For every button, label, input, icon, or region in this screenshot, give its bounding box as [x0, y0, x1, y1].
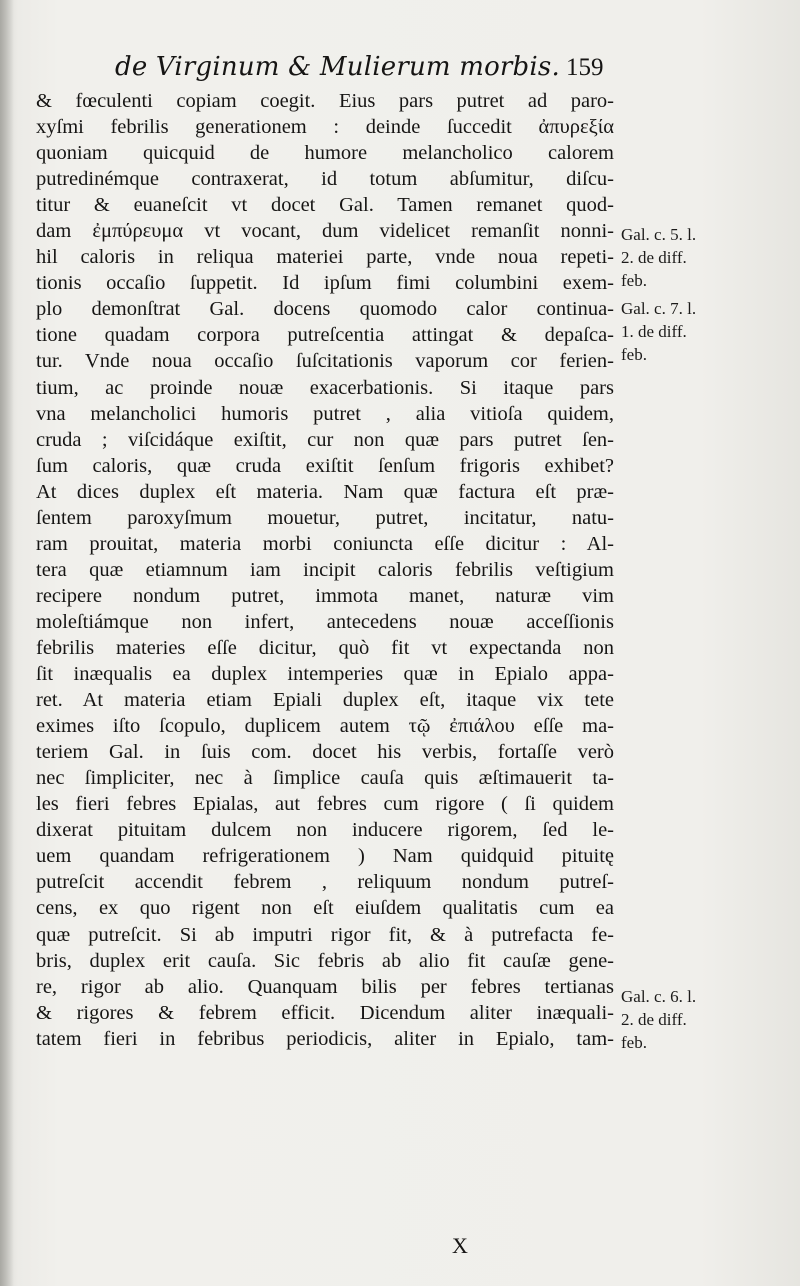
- text-line: xyſmi febrilis generationem : deinde ſuccedit ἀπυρεξία: [36, 116, 614, 139]
- margin-note-line: Gal. c. 5. l.: [621, 225, 697, 244]
- text-line: dam ἐμπύρευμα vt vocant, dum videlicet remanſit nonni-: [36, 220, 614, 243]
- text-line: quoniam quicquid de humore melancholico calorem: [36, 142, 614, 165]
- signature-mark: X: [452, 1233, 468, 1258]
- gutter-shadow: [0, 0, 14, 1286]
- text-line: tium, ac proinde nouæ exacerbationis. Si itaque pars: [36, 376, 614, 399]
- text-line: vna melancholici humoris putret , alia vitioſa quidem,: [36, 402, 614, 425]
- margin-note-galen-2: [621, 297, 731, 366]
- text-line: & fœculenti copiam coegit. Eius pars putret ad paro-: [36, 90, 614, 112]
- text-line: ret. At materia etiam Epiali duplex eſt, itaque vix tete: [36, 689, 614, 712]
- margin-note-line: 2. de diff.: [621, 1010, 687, 1029]
- text-line: moleſtiámque non infert, antecedens nouæ acceſſionis: [36, 610, 614, 633]
- text-line: re, rigor ab alio. Quanquam bilis per febres tertianas: [36, 975, 614, 998]
- text-line: recipere nondum putret, immota manet, naturæ vim: [36, 584, 614, 607]
- text-line: nec ſimpliciter, nec à ſimplice cauſa quis æſtimauerit ta-: [36, 767, 614, 790]
- text-line: cens, ex quo rigent non eſt eiuſdem qualitatis cum ea: [36, 897, 614, 920]
- text-line: At dices duplex eſt materia. Nam quæ factura eſt præ-: [36, 480, 614, 503]
- text-line: eximes iſto ſcopulo, duplicem autem τῷ ἐπιάλου eſſe ma-: [36, 715, 614, 738]
- text-line: tionis occaſio ſuppetit. Id ipſum fimi columbini exem-: [36, 272, 614, 295]
- text-line: putreſcit accendit febrem , reliquum nondum putreſ-: [36, 871, 614, 894]
- margin-note-galen-3: [621, 985, 731, 1054]
- text-line: ſit inæqualis ea duplex intemperies quæ in Epialo appa-: [36, 663, 614, 686]
- body-text: [36, 88, 614, 1052]
- running-head: de Virginum & Mulierum morbis.: [115, 52, 560, 82]
- text-line: uem quandam refrigerationem ) Nam quidquid pituitę: [36, 845, 614, 868]
- text-line: febrilis materies eſſe dicitur, quò fit vt expectanda non: [36, 636, 614, 659]
- text-line: ſentem paroxyſmum mouetur, putret, incitatur, natu-: [36, 506, 614, 529]
- text-line: dixerat pituitam dulcem non inducere rigorem, ſed le-: [36, 819, 614, 842]
- text-line: plo demonſtrat Gal. docens quomodo calor continua-: [36, 298, 614, 321]
- text-line: ram prouitat, materia morbi coniuncta eſſe dicitur : Al-: [36, 532, 614, 555]
- margin-note-line: Gal. c. 6. l.: [621, 987, 697, 1006]
- text-line: putredinémque contraxerat, id totum abſumitur, diſcu-: [36, 168, 614, 191]
- text-line: ſum caloris, quæ cruda exiſtit ſenſum frigoris exhibet?: [36, 454, 614, 477]
- margin-note-line: feb.: [621, 1033, 647, 1052]
- margin-note-line: feb.: [621, 345, 647, 364]
- text-line: & rigores & febrem efficit. Dicendum aliter inæquali-: [36, 1001, 614, 1024]
- text-line: tatem fieri in febribus periodicis, aliter in Epialo, tam-: [36, 1027, 614, 1050]
- text-line: cruda ; viſcidáque exiſtit, cur non quæ pars putret ſen-: [36, 428, 614, 451]
- text-line: quæ putreſcit. Si ab imputri rigor fit, & à putrefacta fe-: [36, 923, 614, 946]
- margin-note-galen-1: [621, 223, 731, 292]
- text-line: bris, duplex erit cauſa. Sic febris ab alio fit cauſæ gene-: [36, 949, 614, 972]
- margin-note-line: feb.: [621, 271, 647, 290]
- text-line: hil caloris in reliqua materiei parte, vnde noua repeti-: [36, 246, 614, 269]
- text-line: teriem Gal. in ſuis com. docet his verbis, fortaſſe verò: [36, 741, 614, 764]
- page-number: 159: [566, 54, 604, 81]
- margin-note-line: Gal. c. 7. l.: [621, 299, 697, 318]
- text-line: tur. Vnde noua occaſio ſuſcitationis vaporum cor ferien-: [36, 350, 614, 373]
- text-line: tione quadam corpora putreſcentia attingat & depaſca-: [36, 324, 614, 347]
- text-line: les fieri febres Epialas, aut febres cum rigore ( ſi quidem: [36, 793, 614, 816]
- text-line: tera quæ etiamnum iam incipit caloris febrilis veſtigium: [36, 558, 614, 581]
- text-line: titur & euaneſcit vt docet Gal. Tamen remanet quod-: [36, 194, 614, 217]
- margin-note-line: 1. de diff.: [621, 322, 687, 341]
- margin-note-line: 2. de diff.: [621, 248, 687, 267]
